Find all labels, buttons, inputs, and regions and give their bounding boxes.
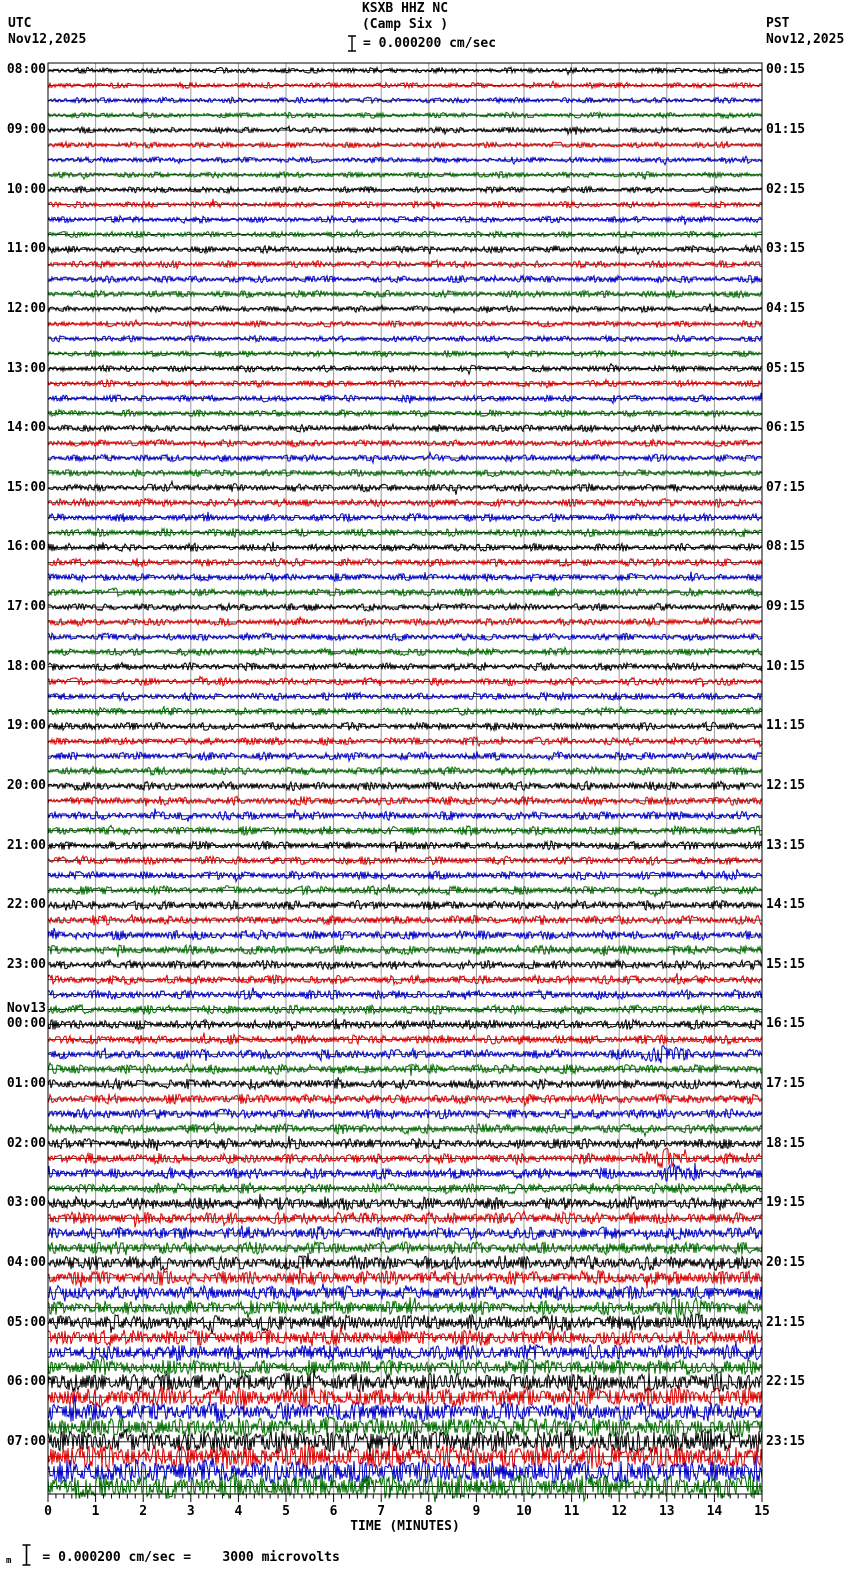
x-tick-label: 13: [658, 1504, 675, 1519]
utc-hour-label: 11:00: [6, 241, 46, 257]
pst-hour-label: 02:15: [766, 181, 806, 197]
utc-hour-label: 20:00: [6, 777, 46, 793]
x-tick-label: 10: [516, 1504, 532, 1519]
utc-hour-label: 10:00: [6, 181, 46, 197]
trace-row: [48, 156, 762, 165]
utc-hour-label: 17:00: [6, 599, 46, 615]
footer-prefix: m: [6, 1556, 12, 1566]
trace-row: [48, 617, 762, 626]
pst-hour-label: 12:15: [766, 777, 806, 793]
utc-hour-label: 19:00: [6, 718, 46, 734]
utc-hour-label: 14:00: [6, 420, 46, 436]
trace-row: [48, 350, 762, 358]
pst-hour-label: 11:15: [766, 718, 806, 734]
seismic-traces: [48, 67, 762, 1502]
trace-row: [48, 304, 762, 313]
pst-hour-label: 00:15: [766, 62, 806, 78]
footer-label: = 0.000200 cm/sec = 3000 microvolts: [42, 1550, 340, 1565]
utc-hour-label: 13:00: [6, 360, 46, 376]
trace-row: [48, 1123, 762, 1136]
trace-row: [48, 230, 762, 238]
pst-hour-label: 08:15: [766, 539, 806, 555]
x-tick-label: 7: [377, 1504, 386, 1519]
utc-hour-label: 08:00: [6, 62, 46, 78]
trace-row: [48, 141, 762, 148]
utc-hour-label: 04:00: [6, 1254, 46, 1270]
date-right-label: Nov12,2025: [766, 32, 845, 47]
trace-row: [48, 988, 762, 1000]
pst-hour-label: 16:15: [766, 1016, 806, 1032]
trace-row: [48, 1314, 762, 1334]
pst-hour-label: 04:15: [766, 300, 806, 316]
scale-label: = 0.000200 cm/sec: [363, 35, 497, 51]
station-subtitle: (Camp Six ): [361, 17, 449, 32]
x-tick-label: 0: [44, 1504, 52, 1519]
utc-hour-label: 01:00: [6, 1076, 46, 1092]
trace-row: [48, 1077, 762, 1089]
trace-row: [48, 1253, 762, 1270]
x-tick-label: 14: [706, 1504, 723, 1519]
x-tick-label: 2: [139, 1504, 148, 1519]
x-axis-title: TIME (MINUTES): [350, 1519, 460, 1534]
trace-row: [48, 1385, 762, 1411]
pst-hour-label: 23:15: [766, 1433, 806, 1449]
trace-row: [48, 928, 762, 940]
trace-row: [48, 1211, 762, 1227]
utc-hour-label: 21:00: [6, 837, 46, 853]
trace-row: [48, 809, 762, 822]
x-tick-label: 6: [329, 1504, 338, 1519]
x-tick-label: 15: [754, 1504, 770, 1519]
pst-hour-label: 17:15: [766, 1076, 806, 1092]
timezone-left-label: UTC: [8, 16, 32, 31]
trace-row: [48, 1094, 762, 1106]
x-tick-label: 11: [563, 1504, 580, 1519]
utc-hour-label: 15:00: [6, 479, 46, 495]
utc-hour-label: 09:00: [6, 122, 46, 138]
pst-hour-label: 05:15: [766, 360, 806, 376]
utc-hour-label: 06:00: [6, 1374, 46, 1390]
trace-row: [48, 1033, 762, 1045]
trace-row: [48, 67, 762, 74]
x-tick-label: 1: [91, 1504, 100, 1519]
utc-hour-label: 02:00: [6, 1135, 46, 1151]
utc-hour-label: 05:00: [6, 1314, 46, 1330]
trace-row: [48, 512, 762, 522]
pst-hour-label: 22:15: [766, 1374, 806, 1390]
trace-row: [48, 973, 762, 984]
utc-hour-label: 07:00: [6, 1433, 46, 1449]
trace-row: [48, 216, 762, 225]
pst-hour-label: 09:15: [766, 599, 806, 615]
trace-row: [48, 126, 762, 135]
x-tick-label: 9: [472, 1504, 481, 1519]
trace-baselines: [48, 70, 762, 1486]
trace-row: [48, 737, 762, 747]
trace-row: [48, 81, 762, 88]
plot-border: [48, 63, 762, 1494]
trace-row: [48, 662, 762, 671]
trace-row: [48, 1163, 762, 1181]
utc-hour-label: 23:00: [6, 956, 46, 972]
pst-hour-label: 14:15: [766, 897, 806, 913]
footer-scale-bar-icon: [21, 1544, 32, 1566]
timezone-right-label: PST: [766, 16, 790, 31]
pst-hour-label: 15:15: [766, 956, 806, 972]
pst-hour-label: 03:15: [766, 241, 806, 257]
station-title: KSXB HHZ NC: [361, 1, 449, 16]
pst-hour-label: 01:15: [766, 122, 806, 138]
utc-hour-label: 00:00: [6, 1016, 46, 1032]
trace-row: [48, 572, 762, 582]
pst-hour-label: 20:15: [766, 1254, 806, 1270]
trace-row: [48, 1326, 762, 1347]
pst-hour-label: 19:15: [766, 1195, 806, 1211]
x-tick-label: 3: [186, 1504, 195, 1519]
trace-row: [48, 172, 762, 180]
trace-row: [48, 1136, 762, 1151]
trace-row: [48, 841, 762, 852]
x-tick-label: 8: [424, 1504, 433, 1519]
trace-row: [48, 1342, 762, 1361]
date-left-label: Nov12,2025: [8, 32, 87, 47]
pst-hour-label: 06:15: [766, 420, 806, 436]
pst-hour-label: 10:15: [766, 658, 806, 674]
utc-hour-label: 16:00: [6, 539, 46, 555]
footer-scale: [6, 1544, 340, 1566]
x-tick-label: 5: [282, 1504, 290, 1519]
x-tick-label: 12: [611, 1504, 628, 1519]
trace-row: [48, 1194, 762, 1211]
utc-hour-label: 22:00: [6, 897, 46, 913]
pst-hour-label: 13:15: [766, 837, 806, 853]
utc-hour-label: 18:00: [6, 658, 46, 674]
x-tick-label: 4: [234, 1504, 243, 1519]
trace-row: [48, 945, 762, 957]
utc-hour-label: 03:00: [6, 1195, 46, 1211]
pst-hour-label: 18:15: [766, 1135, 806, 1151]
trace-row: [48, 1148, 762, 1168]
trace-row: [48, 542, 762, 552]
pst-hour-label: 07:15: [766, 479, 806, 495]
trace-row: [48, 199, 762, 209]
pst-hour-label: 21:15: [766, 1314, 806, 1330]
trace-row: [48, 1357, 762, 1376]
trace-row: [48, 245, 762, 254]
date-rollover-label: Nov13: [6, 1001, 46, 1017]
utc-hour-label: 12:00: [6, 300, 46, 316]
x-axis-ticks: [48, 1494, 762, 1502]
